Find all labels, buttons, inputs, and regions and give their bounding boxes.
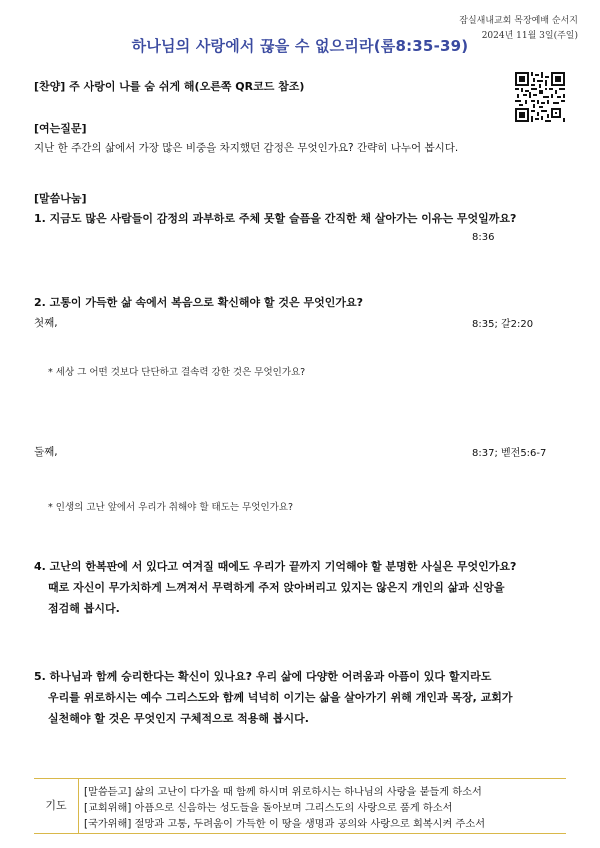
question-2-first-ref: 8:35; 갈2:20: [472, 319, 534, 330]
opening-label: [여는질문]: [34, 122, 87, 135]
question-2-first-sub: * 세상 그 어떤 것보다 단단하고 결속력 강한 것은 무엇인가요?: [48, 367, 306, 378]
question-4-line1: 4. 고난의 한복판에 서 있다고 여겨질 때에도 우리가 끝까지 기억해야 할 분명한 사실은 무엇인가요?: [34, 560, 517, 573]
prayer-item: [말씀듣고] 삶의 고난이 다가올 때 함께 하시며 위로하시는 하나님의 사랑을 붙들게 하소서: [84, 787, 482, 798]
service-date: 2024년 11월 3일(주일): [481, 31, 578, 41]
qr-code-icon[interactable]: [515, 72, 565, 122]
sharing-label: [말씀나눔]: [34, 192, 87, 205]
prayer-item: [교회위해] 아픔으로 신음하는 성도들을 돌아보며 그리스도의 사랑으로 품게 하소서: [84, 803, 453, 814]
question-1: 1. 지금도 많은 사람들이 감정의 과부하로 주체 못할 슬픔을 간직한 채 살아가는 이유는 무엇일까요?: [34, 212, 517, 225]
question-2-second-sub: * 인생의 고난 앞에서 우리가 취해야 할 태도는 무엇인가요?: [48, 502, 294, 513]
prayer-box: [34, 778, 566, 834]
question-5-line1: 5. 하나님과 함께 승리한다는 확신이 있나요? 우리 삶에 다양한 어려움과 아픔이 있다 할지라도: [34, 670, 492, 683]
praise-line: [찬양] 주 사랑이 나를 숨 쉬게 해(오른쪽 QR코드 참조): [34, 80, 305, 93]
opening-question: 지난 한 주간의 삶에서 가장 많은 비중을 차지했던 감정은 무엇인가요? 간략히 나누어 봅시다.: [34, 142, 459, 154]
question-2-second-label: 둘째,: [34, 446, 58, 458]
question-1-ref: 8:36: [472, 232, 495, 243]
church-name: 잠실새내교회 목장예배 순서지: [459, 16, 578, 26]
prayer-item: [국가위해] 절망과 고통, 두려움이 가득한 이 땅을 생명과 공의와 사랑으로 회복시켜 주소서: [84, 819, 486, 830]
prayer-top-border: [34, 778, 566, 779]
page-title: 하나님의 사랑에서 끊을 수 없으리라(롬8:35-39): [131, 37, 469, 55]
question-4-line3: 점검해 봅시다.: [48, 602, 120, 615]
question-5-line3: 실천해야 할 것은 무엇인지 구체적으로 적용해 봅시다.: [48, 712, 309, 725]
question-2-second-ref: 8:37; 벧전5:6-7: [472, 448, 547, 459]
prayer-divider: [78, 779, 79, 833]
question-5-line2: 우리를 위로하시는 예수 그리스도와 함께 넉넉히 이기는 삶을 살아가기 위해 개인과 목장, 교회가: [48, 691, 513, 704]
question-4-line2: 때로 자신이 무가치하게 느껴져서 무력하게 주저 앉아버리고 있지는 않은지 개인의 삶과 신앙을: [48, 581, 505, 594]
prayer-bottom-border: [34, 833, 566, 834]
question-2-first-label: 첫째,: [34, 317, 58, 329]
prayer-label: 기도: [45, 799, 67, 812]
question-2: 2. 고통이 가득한 삶 속에서 복음으로 확신해야 할 것은 무엇인가요?: [34, 296, 363, 309]
